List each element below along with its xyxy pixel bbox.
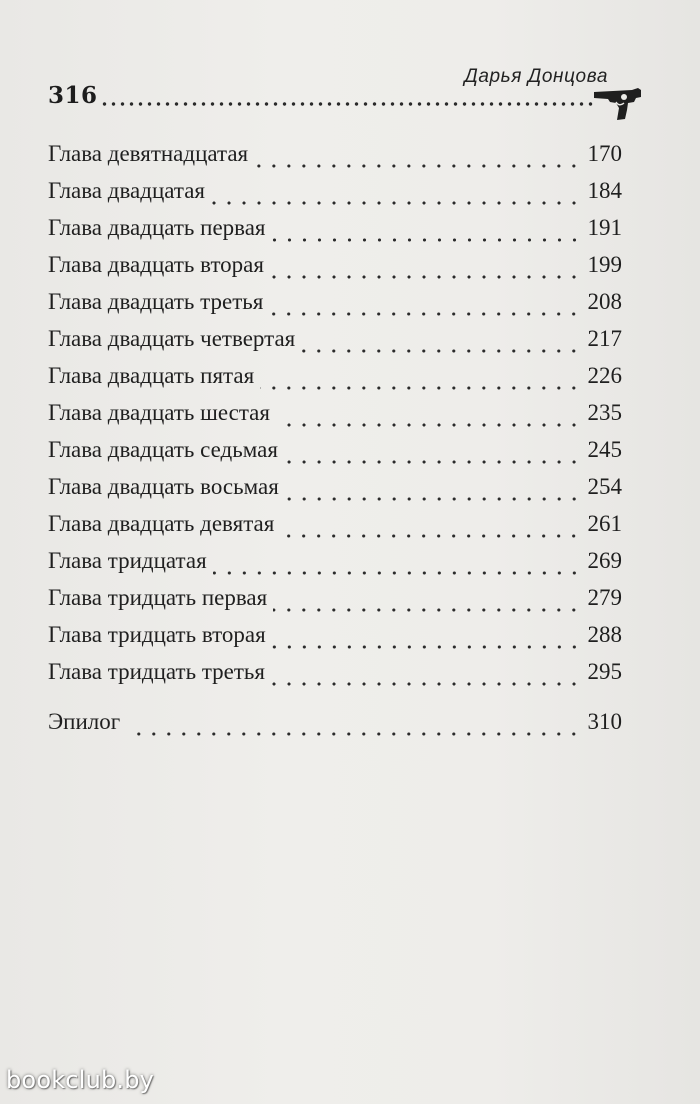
dot-leader <box>276 423 582 427</box>
toc-entry-title: Глава двадцать шестая <box>48 400 270 425</box>
toc-entry <box>48 252 622 289</box>
table-of-contents <box>48 141 622 746</box>
toc-entry-title: Глава двадцать девятая <box>48 511 275 536</box>
toc-entry-page-number: 245 <box>587 437 622 462</box>
dot-leader <box>271 682 582 686</box>
toc-entry-title: Эпилог <box>48 709 121 734</box>
dot-leader <box>254 164 581 168</box>
dot-leader <box>270 275 582 279</box>
dot-leader <box>260 386 581 390</box>
toc-entry-page-number: 279 <box>587 585 622 610</box>
toc-entry-page-number: 310 <box>587 709 622 734</box>
toc-entry-title: Глава двадцатая <box>48 178 205 203</box>
header-dotted-rule <box>100 102 596 106</box>
toc-entry-title: Глава двадцать вторая <box>48 252 264 277</box>
toc-entry-title: Глава тридцать вторая <box>48 622 266 647</box>
dot-leader <box>211 201 582 205</box>
toc-entry-page-number: 191 <box>587 215 622 240</box>
page-number: 316 <box>48 82 98 109</box>
toc-entry-title: Глава тридцатая <box>48 548 207 573</box>
toc-entry-page-number: 170 <box>587 141 622 166</box>
toc-entry <box>48 215 622 252</box>
toc-entry <box>48 548 622 585</box>
toc-entry <box>48 622 622 659</box>
toc-entry-title: Глава тридцать первая <box>48 585 268 610</box>
toc-entry-page-number: 254 <box>587 474 622 499</box>
toc-entry <box>48 141 622 178</box>
toc-entry-title: Глава тридцать третья <box>48 659 265 684</box>
toc-entry-page-number: 208 <box>587 289 622 314</box>
toc-entry <box>48 289 622 326</box>
dot-leader <box>280 534 581 538</box>
toc-entry <box>48 659 622 696</box>
toc-entry-epilog <box>48 709 622 746</box>
dot-leader <box>213 571 582 575</box>
toc-entry-page-number: 199 <box>587 252 622 277</box>
pistol-icon <box>592 86 644 122</box>
toc-entry-title: Глава двадцать седьмая <box>48 437 278 462</box>
toc-entry <box>48 437 622 474</box>
dot-leader <box>272 645 582 649</box>
toc-entry-page-number: 295 <box>587 659 622 684</box>
toc-entry-page-number: 184 <box>587 178 622 203</box>
toc-entry <box>48 363 622 400</box>
dot-leader <box>273 608 581 612</box>
toc-entry-title: Глава двадцать четвертая <box>48 326 296 351</box>
running-head <box>48 66 644 124</box>
dot-leader <box>126 732 581 736</box>
toc-entry <box>48 474 622 511</box>
toc-entry <box>48 400 622 437</box>
toc-entry-page-number: 261 <box>587 511 622 536</box>
toc-entry-title: Глава двадцать восьмая <box>48 474 279 499</box>
toc-entry-page-number: 235 <box>587 400 622 425</box>
toc-entry-title: Глава двадцать пятая <box>48 363 255 388</box>
dot-leader <box>301 349 581 353</box>
toc-entry-page-number: 269 <box>587 548 622 573</box>
dot-leader <box>269 312 581 316</box>
dot-leader <box>284 460 582 464</box>
toc-entry <box>48 511 622 548</box>
dot-leader <box>285 497 582 501</box>
toc-entry-title: Глава девятнадцатая <box>48 141 249 166</box>
toc-entry <box>48 178 622 215</box>
author-name: Дарья Донцова <box>464 66 608 87</box>
toc-entry-page-number: 288 <box>587 622 622 647</box>
toc-entry-title: Глава двадцать первая <box>48 215 266 240</box>
toc-entry <box>48 585 622 622</box>
dot-leader <box>272 238 582 242</box>
toc-entry <box>48 326 622 363</box>
toc-entry-title: Глава двадцать третья <box>48 289 264 314</box>
toc-entry-page-number: 217 <box>587 326 622 351</box>
watermark: bookclub.by <box>6 1066 155 1094</box>
toc-entry-page-number: 226 <box>587 363 622 388</box>
